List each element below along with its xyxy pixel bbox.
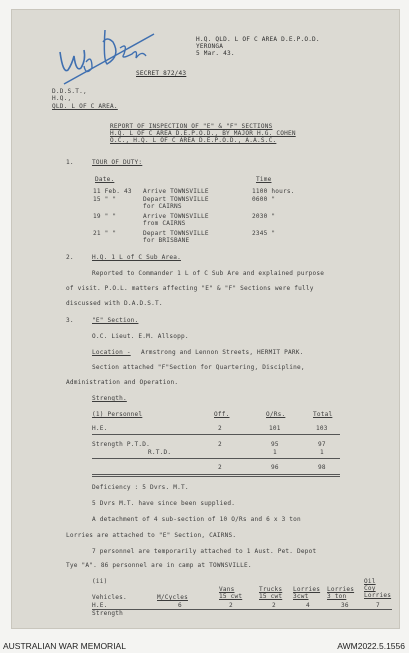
personnel-row-he-ors: 101 (269, 425, 281, 432)
deficiency-line: Deficiency : 5 Dvrs. M.T. (92, 484, 189, 491)
handwritten-annotation (50, 22, 160, 92)
vehicles-row-he-vans: 2 (229, 602, 233, 609)
tour-row-3-text2: from CAIRNS (143, 220, 186, 227)
table-rule (92, 476, 340, 477)
tour-date-header: Date. (95, 176, 115, 183)
attachment-line2: Administration and Operation. (66, 379, 179, 386)
personnel-total-ors: 96 (271, 464, 279, 471)
vehicles-ii: (ii) (92, 578, 108, 585)
attachment-line1: Section attached "F"Section for Quartering, Discipline, (92, 364, 305, 371)
personnel-row-ptd-total: 97 (318, 441, 326, 448)
vehicles-row-he-lorries-3cwt: 4 (306, 602, 310, 609)
tour-row-4-text2: for BRISBANE (143, 237, 190, 244)
section-2-number: 2. (66, 254, 74, 261)
detachment-line2: Lorries are attached to "E" Section, CAIRNS. (66, 532, 237, 539)
location-text: Armstrong and Lennon Streets, HERMIT PARK. (141, 349, 304, 356)
tour-row-2-date: 15 " " (93, 196, 117, 203)
vehicles-col-oil-coy: Oil Coy Lorries (364, 578, 392, 599)
tour-row-2-text2: for CAIRNS (143, 203, 182, 210)
header-date: 5 Mar. 43. (196, 50, 235, 57)
vehicles-label: Vehicles. (92, 594, 127, 601)
header-place: YERONGA (196, 43, 224, 50)
table-rule (92, 474, 340, 475)
tour-row-1-time: 1100 hours. (252, 188, 295, 195)
detachment-line1: A detachment of 4 sub-section of 10 O/Rs and 6 x 3 ton (92, 516, 301, 523)
vehicles-row-he-label: H.E. (92, 602, 108, 609)
strength-heading: Strength. (92, 395, 127, 402)
personnel-row-ptd-ors: 95 (271, 441, 279, 448)
vehicles-row-he-trucks: 2 (272, 602, 276, 609)
personnel-total-off: 2 (218, 464, 222, 471)
tour-row-3-date: 19 " " (93, 213, 117, 220)
vehicles-row-he-mcycles: 6 (178, 602, 182, 609)
tour-row-3-time: 2030 " (252, 213, 276, 220)
personnel-attached-line2: Tye "A". 86 personnel are in camp at TOWNSVILLE. (66, 562, 252, 569)
vehicles-col-vans: Vans 15 cwt (219, 586, 243, 600)
table-rule (92, 609, 392, 610)
personnel-row-he-label: H.E. (92, 425, 108, 432)
secret-ref: SECRET 872/43 (136, 70, 187, 77)
section-2-para-line1: Reported to Commander 1 L of C Sub Are and explained purpose (92, 270, 325, 277)
table-rule (92, 434, 340, 435)
supplied-line: 5 Dvrs M.T. have since been supplied. (92, 500, 236, 507)
tour-row-2-time: 0600 " (252, 196, 276, 203)
vehicles-col-lorries-3ton: Lorries 3 ton (327, 586, 355, 600)
footer-institution: AUSTRALIAN WAR MEMORIAL (3, 641, 126, 651)
vehicles-row-strength-label: Strength (92, 610, 123, 617)
section-3-heading: "E" Section. (92, 317, 139, 324)
tour-time-header: Time (256, 176, 272, 183)
tour-row-2-text: Depart TOWNSVILLE (143, 196, 209, 203)
personnel-attached-line1: 7 personnel are temporarily attached to 1 Aust. Pet. Depot (92, 548, 317, 555)
section-3-number: 3. (66, 317, 74, 324)
personnel-row-rtd-total: 1 (320, 449, 324, 456)
tour-row-1-text: Arrive TOWNSVILLE (143, 188, 209, 195)
vehicles-row-he-lorries-3ton: 36 (341, 602, 349, 609)
tour-row-3-text: Arrive TOWNSVILLE (143, 213, 209, 220)
personnel-row-ptd-label: Strength P.T.D. (92, 441, 151, 448)
addressee-line3: QLD. L OF C AREA. (52, 103, 118, 110)
location-label: Location - (92, 349, 131, 356)
footer-accession-number: AWM2022.5.1556 (337, 641, 405, 651)
addressee-line1: D.D.S.T., (52, 88, 87, 95)
vehicles-row-he-oil-coy: 7 (376, 602, 380, 609)
section-1-heading: TOUR OF DUTY: (92, 159, 143, 166)
tour-row-4-date: 21 " " (93, 230, 117, 237)
section-2-heading: H.Q. 1 L of C Sub Area. (92, 254, 181, 261)
personnel-row-rtd-ors: 1 (273, 449, 277, 456)
personnel-row-he-off: 2 (218, 425, 222, 432)
vehicles-col-lorries-3cwt: Lorries 3cwt (293, 586, 321, 600)
personnel-row-rtd-label: R.T.D. (148, 449, 172, 456)
personnel-row-ptd-off: 2 (218, 441, 222, 448)
header-unit: H.Q. QLD. L OF C AREA D.E.P.O.D. (196, 36, 320, 43)
tour-row-4-time: 2345 " (252, 230, 276, 237)
subject-line3: O.C., H.Q. L OF C AREA D.E.P.O.D., A.A.S.C. (110, 137, 277, 144)
table-rule (92, 458, 340, 459)
section-2-para-line3: discussed with D.A.D.S.T. (66, 300, 163, 307)
personnel-total-total: 98 (318, 464, 326, 471)
section-3-oc: O.C. Lieut. E.M. Allsopp. (92, 333, 189, 340)
personnel-col-total: Total (313, 411, 333, 418)
archive-footer (0, 641, 409, 653)
personnel-row-he-total: 103 (316, 425, 328, 432)
personnel-col-off: Off. (214, 411, 230, 418)
vehicles-col-mcycles: M/Cycles (157, 594, 188, 601)
tour-row-4-text: Depart TOWNSVILLE (143, 230, 209, 237)
vehicles-col-trucks: Trucks 15 cwt (259, 586, 283, 600)
section-2-para-line2: of visit. P.O.L. matters affecting "E" & "F" Sections were fully (66, 285, 314, 292)
subject-line1: REPORT OF INSPECTION OF "E" & "F" SECTIONS (110, 123, 273, 130)
personnel-table-label: (1) Personnel (92, 411, 143, 418)
personnel-col-ors: O/Rs. (266, 411, 286, 418)
subject-line2: H.Q. L OF C AREA D.E.P.O.D., BY MAJOR H.G. COHEN (110, 130, 296, 137)
addressee-line2: H.Q., (52, 95, 72, 102)
section-1-number: 1. (66, 159, 74, 166)
tour-row-1-date: 11 Feb. 43 (93, 188, 132, 195)
